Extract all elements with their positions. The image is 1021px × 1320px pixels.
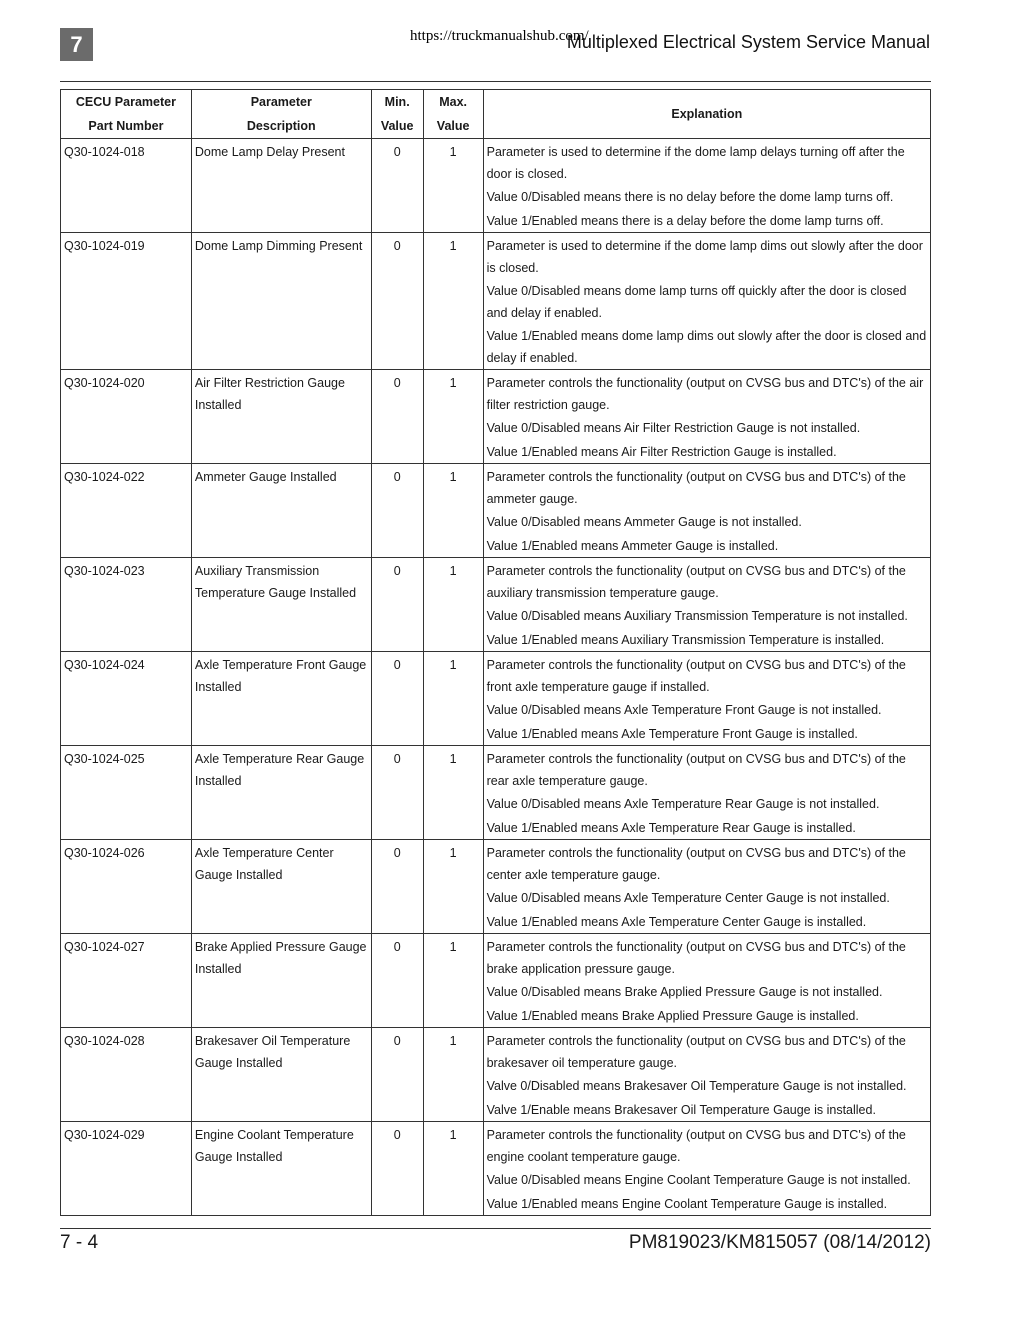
- cell-parameter-description: Engine Coolant Temperature Gauge Installed: [191, 1122, 371, 1216]
- explanation-paragraph: Parameter controls the functionality (output on CVSG bus and DTC's) of the brake application pressure gauge.: [486, 940, 906, 976]
- cell-max-value: 1: [423, 139, 483, 233]
- explanation-paragraph: Value 1/Enabled means Axle Temperature Center Gauge is installed.: [486, 914, 867, 929]
- source-url[interactable]: https://truckmanualshub.com/: [410, 28, 589, 44]
- cell-max-value: 1: [423, 652, 483, 746]
- cell-parameter-description: Brakesaver Oil Temperature Gauge Installed: [191, 1028, 371, 1122]
- cell-parameter-description: Axle Temperature Front Gauge Installed: [191, 652, 371, 746]
- explanation-paragraph: Parameter controls the functionality (output on CVSG bus and DTC's) of the rear axle temperature gauge.: [486, 752, 906, 788]
- explanation-paragraph: Parameter controls the functionality (output on CVSG bus and DTC's) of the ammeter gauge.: [486, 470, 906, 506]
- explanation-paragraph: Value 1/Enabled means Brake Applied Pressure Gauge is installed.: [486, 1008, 859, 1023]
- explanation-paragraph: Value 0/Disabled means Engine Coolant Temperature Gauge is not installed.: [486, 1173, 911, 1187]
- explanation-paragraph: Value 1/Enabled means Engine Coolant Temperature Gauge is installed.: [486, 1196, 888, 1211]
- cell-min-value: 0: [371, 652, 423, 746]
- cell-explanation: [483, 840, 930, 934]
- cell-parameter-description: Brake Applied Pressure Gauge Installed: [191, 934, 371, 1028]
- cell-part-number: Q30-1024-027: [61, 934, 192, 1028]
- cell-min-value: 0: [371, 1122, 423, 1216]
- cell-explanation: [483, 1028, 930, 1122]
- explanation-paragraph: Value 1/Enabled means dome lamp dims out slowly after the door is closed and delay if enabled.: [486, 329, 927, 365]
- header-min-value: Min. Value: [371, 90, 423, 139]
- cell-parameter-description: Ammeter Gauge Installed: [191, 464, 371, 558]
- table-row: [61, 1028, 931, 1122]
- table-row: [61, 139, 931, 233]
- cell-parameter-description: Dome Lamp Dimming Present: [191, 233, 371, 370]
- header-divider: [60, 81, 931, 82]
- cell-explanation: [483, 558, 930, 652]
- explanation-paragraph: Value 1/Enabled means Axle Temperature Front Gauge is installed.: [486, 726, 858, 741]
- cell-part-number: Q30-1024-020: [61, 370, 192, 464]
- cell-part-number: Q30-1024-028: [61, 1028, 192, 1122]
- cell-max-value: 1: [423, 464, 483, 558]
- chapter-number-badge: 7: [60, 28, 93, 61]
- explanation-paragraph: Value 1/Enabled means there is a delay before the dome lamp turns off.: [486, 213, 884, 228]
- explanation-paragraph: Parameter controls the functionality (output on CVSG bus and DTC's) of the engine coolant temperature gauge.: [486, 1128, 906, 1164]
- explanation-paragraph: Value 1/Enabled means Auxiliary Transmission Temperature is installed.: [486, 632, 885, 647]
- parameter-table: [60, 89, 931, 1216]
- cell-min-value: 0: [371, 746, 423, 840]
- explanation-paragraph: Value 0/Disabled means Axle Temperature Center Gauge is not installed.: [486, 891, 890, 905]
- cell-explanation: [483, 652, 930, 746]
- cell-explanation: [483, 1122, 930, 1216]
- cell-min-value: 0: [371, 1028, 423, 1122]
- cell-min-value: 0: [371, 558, 423, 652]
- cell-min-value: 0: [371, 370, 423, 464]
- table-row: [61, 464, 931, 558]
- explanation-paragraph: Value 0/Disabled means Ammeter Gauge is not installed.: [486, 515, 802, 529]
- cell-part-number: Q30-1024-022: [61, 464, 192, 558]
- cell-explanation: [483, 233, 930, 370]
- header-max-value: Max. Value: [423, 90, 483, 139]
- cell-parameter-description: Axle Temperature Rear Gauge Installed: [191, 746, 371, 840]
- cell-max-value: 1: [423, 233, 483, 370]
- explanation-paragraph: Value 0/Disabled means Brake Applied Pressure Gauge is not installed.: [486, 985, 883, 999]
- explanation-paragraph: Parameter is used to determine if the dome lamp dims out slowly after the door is closed.: [486, 239, 923, 275]
- cell-part-number: Q30-1024-029: [61, 1122, 192, 1216]
- cell-part-number: Q30-1024-024: [61, 652, 192, 746]
- cell-min-value: 0: [371, 934, 423, 1028]
- cell-parameter-description: Air Filter Restriction Gauge Installed: [191, 370, 371, 464]
- table-row: [61, 1122, 931, 1216]
- table-row: [61, 746, 931, 840]
- cell-parameter-description: Auxiliary Transmission Temperature Gauge Installed: [191, 558, 371, 652]
- table-row: [61, 652, 931, 746]
- explanation-paragraph: Parameter controls the functionality (output on CVSG bus and DTC's) of the center axle temperature gauge.: [486, 846, 906, 882]
- table-row: [61, 840, 931, 934]
- table-row: [61, 233, 931, 370]
- cell-max-value: 1: [423, 370, 483, 464]
- cell-parameter-description: Dome Lamp Delay Present: [191, 139, 371, 233]
- cell-part-number: Q30-1024-023: [61, 558, 192, 652]
- explanation-paragraph: Value 1/Enabled means Air Filter Restriction Gauge is installed.: [486, 444, 837, 459]
- explanation-paragraph: Parameter is used to determine if the dome lamp delays turning off after the door is closed.: [486, 145, 905, 181]
- explanation-paragraph: Parameter controls the functionality (output on CVSG bus and DTC's) of the air filter restriction gauge.: [486, 376, 924, 412]
- cell-min-value: 0: [371, 464, 423, 558]
- cell-max-value: 1: [423, 1028, 483, 1122]
- table-row: [61, 370, 931, 464]
- explanation-paragraph: Value 0/Disabled means there is no delay before the dome lamp turns off.: [486, 190, 894, 204]
- explanation-paragraph: Value 0/Disabled means Axle Temperature Front Gauge is not installed.: [486, 703, 882, 717]
- cell-min-value: 0: [371, 233, 423, 370]
- explanation-paragraph: Valve 0/Disabled means Brakesaver Oil Temperature Gauge is not installed.: [486, 1079, 907, 1093]
- explanation-paragraph: Value 1/Enabled means Ammeter Gauge is installed.: [486, 538, 779, 553]
- explanation-paragraph: Value 0/Disabled means Auxiliary Transmission Temperature is not installed.: [486, 609, 908, 623]
- cell-max-value: 1: [423, 746, 483, 840]
- cell-part-number: Q30-1024-025: [61, 746, 192, 840]
- cell-max-value: 1: [423, 1122, 483, 1216]
- header-explanation: Explanation: [483, 90, 930, 139]
- cell-explanation: [483, 934, 930, 1028]
- header-part-number: CECU Parameter Part Number: [61, 90, 192, 139]
- cell-explanation: [483, 370, 930, 464]
- table-header-row: [61, 90, 931, 139]
- cell-min-value: 0: [371, 139, 423, 233]
- cell-min-value: 0: [371, 840, 423, 934]
- cell-part-number: Q30-1024-026: [61, 840, 192, 934]
- explanation-paragraph: Value 1/Enabled means Axle Temperature Rear Gauge is installed.: [486, 820, 856, 835]
- page-number: 7 - 4: [60, 1232, 99, 1253]
- cell-explanation: [483, 746, 930, 840]
- header-parameter-description: Parameter Description: [191, 90, 371, 139]
- manual-title: Multiplexed Electrical System Service Manual: [566, 32, 930, 52]
- cell-max-value: 1: [423, 840, 483, 934]
- explanation-paragraph: Parameter controls the functionality (output on CVSG bus and DTC's) of the front axle temperature gauge if installed.: [486, 658, 906, 694]
- table-row: [61, 934, 931, 1028]
- cell-max-value: 1: [423, 558, 483, 652]
- cell-max-value: 1: [423, 934, 483, 1028]
- explanation-paragraph: Valve 1/Enable means Brakesaver Oil Temperature Gauge is installed.: [486, 1102, 876, 1117]
- explanation-paragraph: Value 0/Disabled means Axle Temperature Rear Gauge is not installed.: [486, 797, 880, 811]
- explanation-paragraph: Parameter controls the functionality (output on CVSG bus and DTC's) of the auxiliary transmission temperature gauge.: [486, 564, 906, 600]
- document-number: PM819023/KM815057 (08/14/2012): [628, 1232, 931, 1253]
- cell-parameter-description: Axle Temperature Center Gauge Installed: [191, 840, 371, 934]
- cell-part-number: Q30-1024-019: [61, 233, 192, 370]
- cell-explanation: [483, 464, 930, 558]
- cell-part-number: Q30-1024-018: [61, 139, 192, 233]
- footer-divider: [60, 1228, 931, 1229]
- explanation-paragraph: Parameter controls the functionality (output on CVSG bus and DTC's) of the brakesaver oil temperature gauge.: [486, 1034, 906, 1070]
- table-row: [61, 558, 931, 652]
- explanation-paragraph: Value 0/Disabled means dome lamp turns off quickly after the door is closed and delay if enabled.: [486, 284, 907, 320]
- cell-explanation: [483, 139, 930, 233]
- explanation-paragraph: Value 0/Disabled means Air Filter Restriction Gauge is not installed.: [486, 421, 861, 435]
